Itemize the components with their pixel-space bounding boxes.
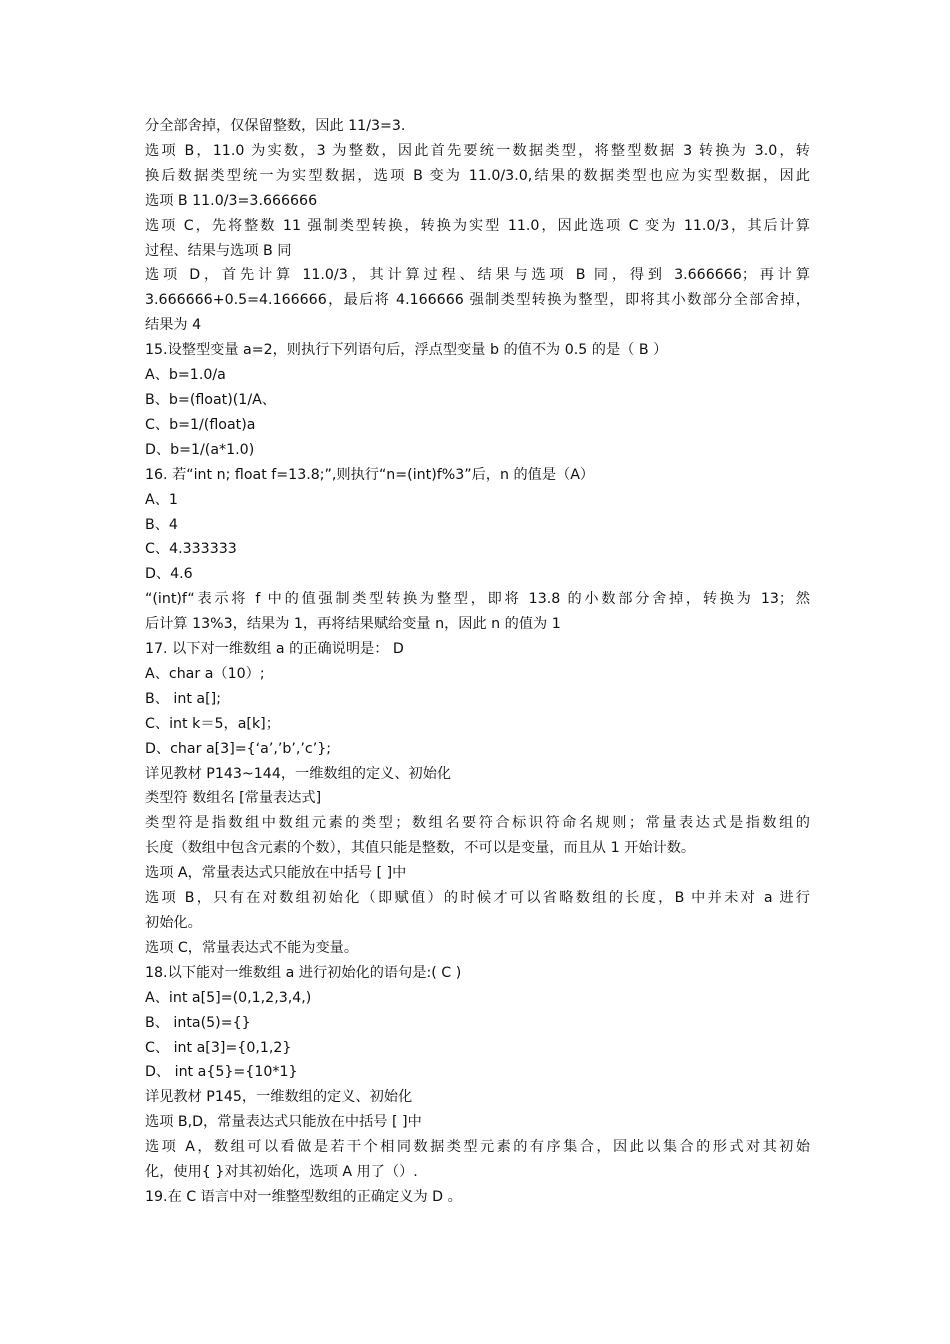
text-line: C、int k＝5，a[k]； <box>145 715 280 732</box>
document-page <box>145 114 810 1210</box>
text-line: D、b=1/(a*1.0) <box>145 441 255 458</box>
text-line: 详见教材 P143~144，一维数组的定义、初始化 <box>145 765 452 782</box>
text-line: B、 int a[]; <box>145 690 221 707</box>
text-line: 19.在 C 语言中对一维整型数组的正确定义为 D 。 <box>145 1188 462 1205</box>
text-line: 选项 B 11.0/3=3.666666 <box>145 192 318 209</box>
text-line: 类型符 数组名 [常量表达式] <box>145 790 322 807</box>
text-line: B、4 <box>145 516 178 533</box>
text-line: 选项 B，11.0 为实数，3 为整数，因此首先要统一数据类型，将整型数据 3 转换为 3.0，转 <box>145 142 810 159</box>
text-line: C、4.333333 <box>145 541 237 558</box>
text-line: 17. 以下对一维数组 a 的正确说明是： D <box>145 641 404 658</box>
text-line: C、b=1/(float)a <box>145 416 256 433</box>
text-line: A、b=1.0/a <box>145 367 226 384</box>
text-line: B、 inta(5)={} <box>145 1014 251 1031</box>
text-line: C、 int a[3]={0,1,2} <box>145 1039 292 1056</box>
text-line: 初始化。 <box>145 915 202 931</box>
text-line: 3.666666+0.5=4.166666，最后将 4.166666 强制类型转换为整型，即将其小数部分全部舍掉， <box>145 292 810 309</box>
text-line: 选项 D，首先计算 11.0/3，其计算过程、结果与选项 B 同，得到 3.666666；再计算 <box>145 267 810 284</box>
text-line: 16. 若“int n; float f=13.8;”,则执行“n=(int)f%3”后，n 的值是（A） <box>145 466 595 483</box>
text-line: 类型符是指数组中数组元素的类型；数组名要符合标识符命名规则；常量表达式是指数组的 <box>145 815 810 832</box>
text-line: 选项 C，常量表达式不能为变量。 <box>145 939 359 956</box>
text-line: 换后数据类型统一为实型数据，选项 B 变为 11.0/3.0,结果的数据类型也应为实型数据，因此 <box>145 167 810 184</box>
text-line: 分全部舍掉，仅保留整数，因此 11/3=3. <box>145 118 406 134</box>
text-line: 选项 B,D，常量表达式只能放在中括号 [ ]中 <box>145 1114 422 1131</box>
text-line: 过程、结果与选项 B 同 <box>145 242 292 259</box>
text-line: 15.设整型变量 a=2，则执行下列语句后，浮点型变量 b 的值不为 0.5 的是（ B ） <box>145 342 668 359</box>
text-line: 结果为 4 <box>145 317 202 334</box>
text-line: 选项 C，先将整数 11 强制类型转换，转换为实型 11.0，因此选项 C 变为 11.0/3，其后计算 <box>145 217 810 234</box>
text-line: 后计算 13%3，结果为 1，再将结果赋给变量 n，因此 n 的值为 1 <box>145 616 561 633</box>
text-line: D、 int a{5}={10*1} <box>145 1064 298 1081</box>
text-line: 化，使用{ }对其初始化，选项 A 用了（）. <box>145 1164 418 1181</box>
text-line: 18.以下能对一维数组 a 进行初始化的语句是:( C ) <box>145 964 462 981</box>
text-line: 选项 B，只有在对数组初始化（即赋值）的时候才可以省略数组的长度，B 中并未对 a 进行 <box>145 890 810 907</box>
text-line: D、4.6 <box>145 566 193 583</box>
text-line: 选项 A，数组可以看做是若干个相同数据类型元素的有序集合，因此以集合的形式对其初始 <box>145 1139 810 1156</box>
text-line: A、char a（10）; <box>145 665 265 682</box>
text-line: A、1 <box>145 491 178 508</box>
text-line: 详见教材 P145，一维数组的定义、初始化 <box>145 1089 413 1106</box>
text-line: D、char a[3]={‘a’,’b’,’c’}; <box>145 740 332 757</box>
text-line: B、b=(float)(1/A、 <box>145 391 276 408</box>
text-line: A、int a[5]=(0,1,2,3,4,) <box>145 989 312 1006</box>
text-line: 长度（数组中包含元素的个数），其值只能是整数，不可以是变量，而且从 1 开始计数。 <box>145 840 696 857</box>
text-line: “(int)f“表示将 f 中的值强制类型转换为整型，即将 13.8 的小数部分舍掉，转换为 13；然 <box>145 591 810 608</box>
text-line: 选项 A，常量表达式只能放在中括号 [ ]中 <box>145 865 407 882</box>
